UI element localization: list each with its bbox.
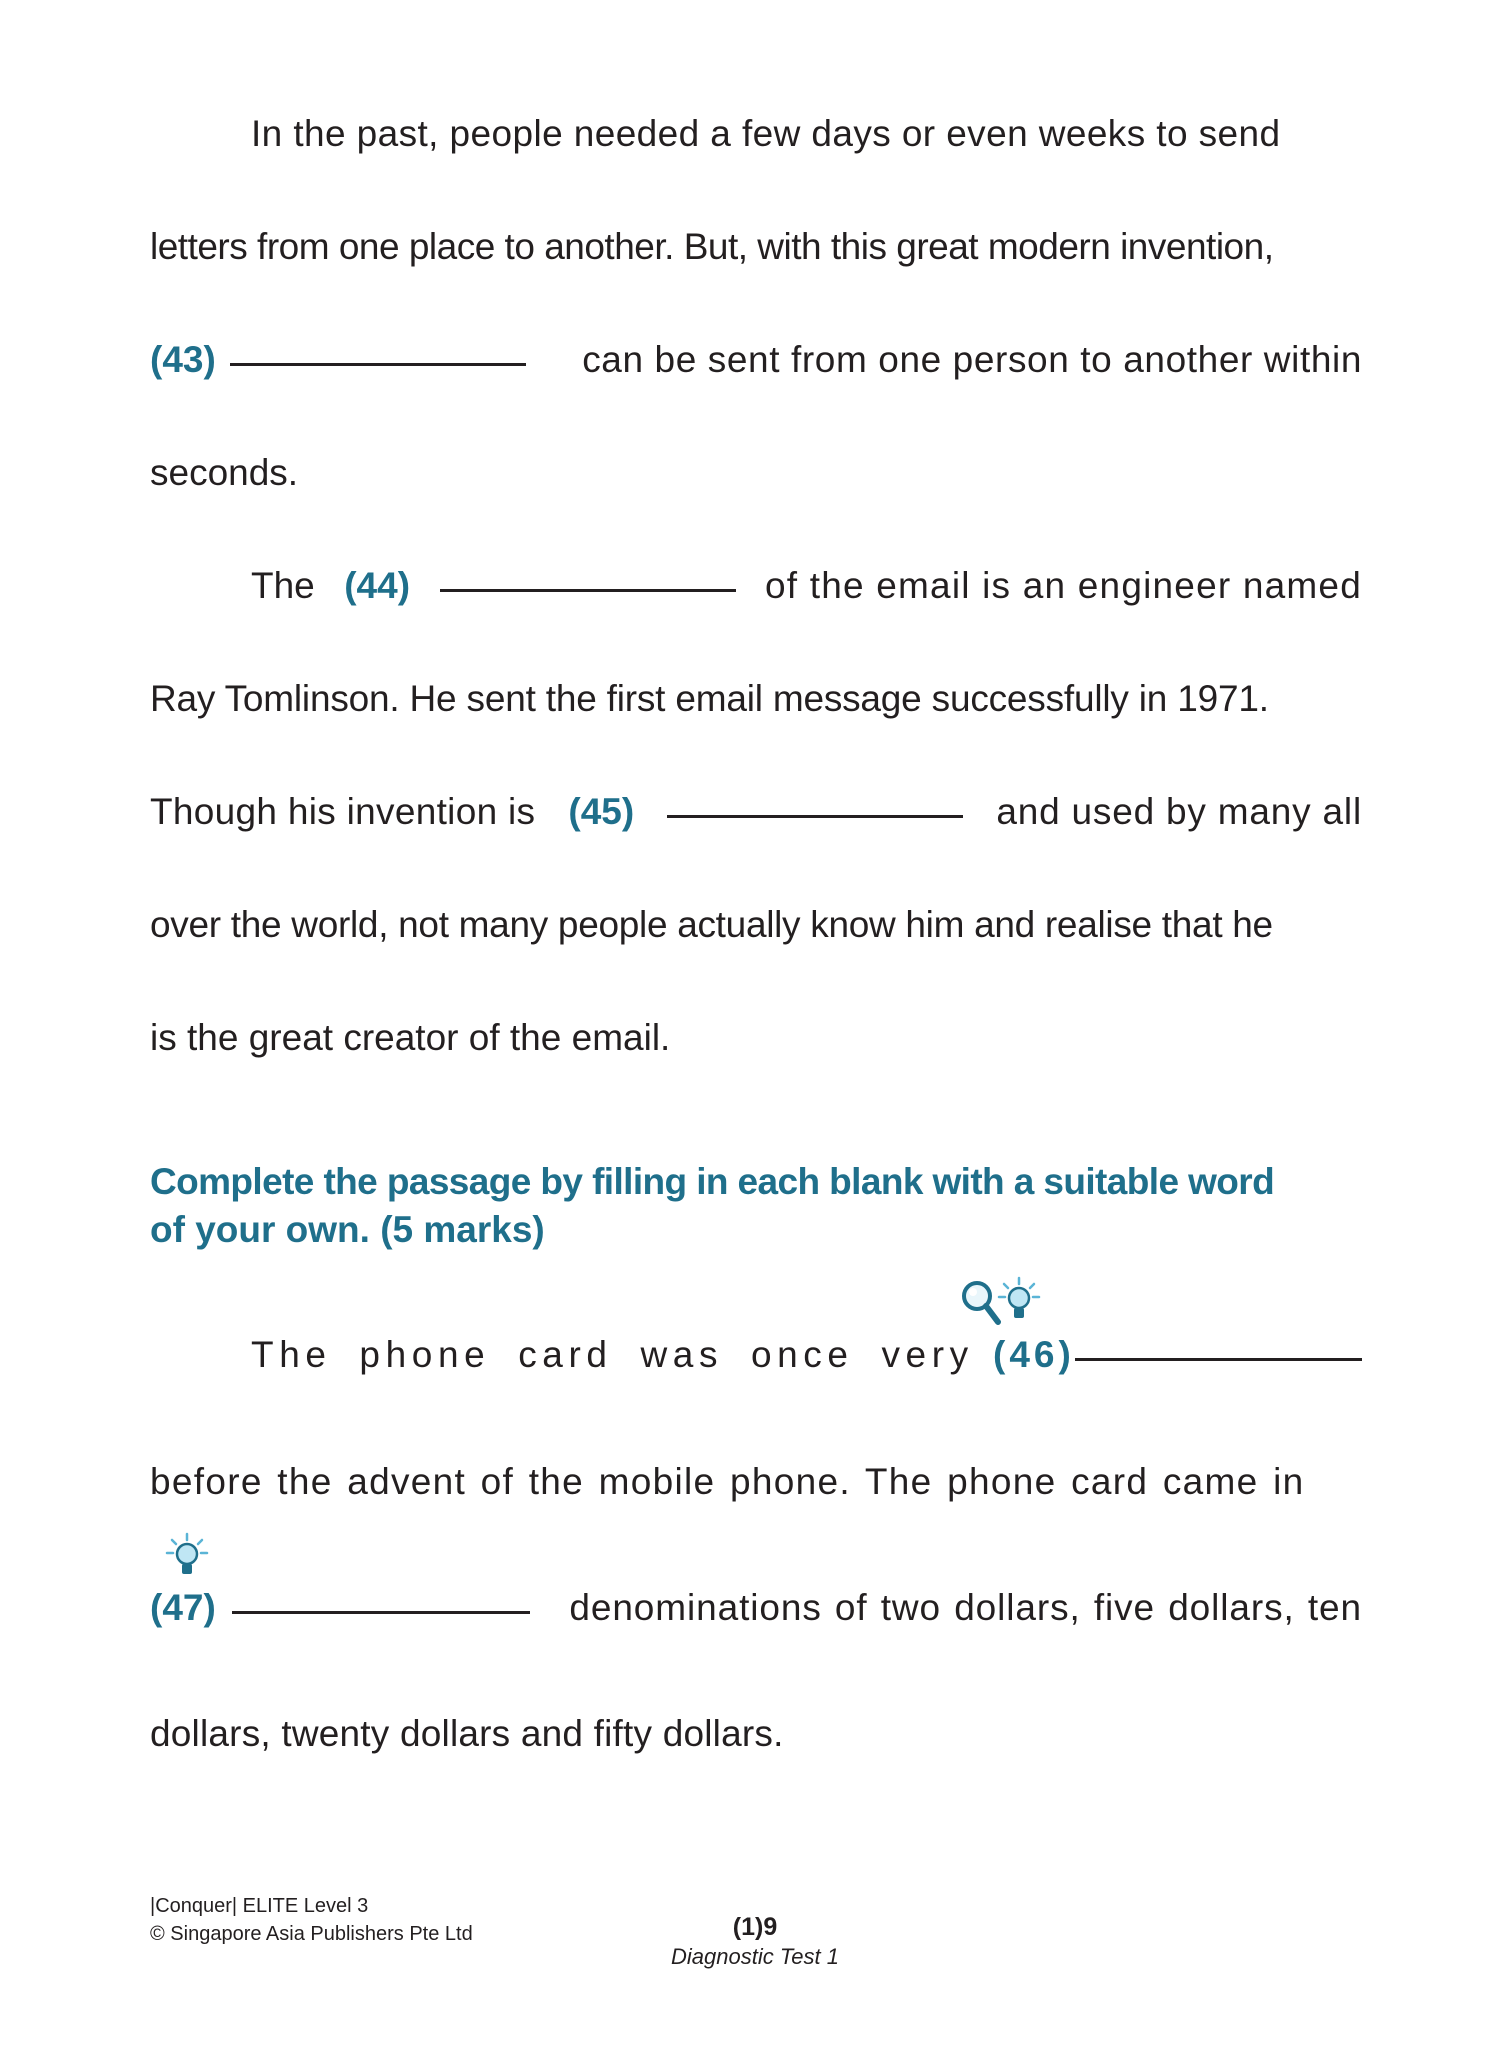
passage-text: The: [251, 565, 315, 606]
passage-text: The phone card was once very: [251, 1334, 974, 1375]
passage-line: [150, 669, 1362, 729]
question-number-44: (44): [344, 565, 411, 606]
passage-text: Ray Tomlinson. He sent the first email message successfully in 1971.: [150, 678, 1269, 719]
passage-text: seconds.: [150, 452, 299, 493]
instruction-text: Complete the passage by filling in each blank with a suitable word: [150, 1161, 1275, 1202]
answer-blank-47[interactable]: [232, 1610, 530, 1614]
passage-line-q46: [150, 1325, 1362, 1385]
passage-text: and used by many all: [996, 791, 1362, 832]
passage-text: before the advent of the mobile phone. The phone card came in: [150, 1461, 1305, 1502]
passage-line-q43: [150, 330, 1362, 390]
section-instruction: [150, 1158, 1362, 1254]
answer-blank-45[interactable]: [667, 814, 963, 818]
passage-line: [150, 1008, 1362, 1068]
passage-text: over the world, not many people actually know him and realise that he: [150, 904, 1273, 945]
footer-page-info: [600, 1912, 910, 1972]
passage-text: In the past, people needed a few days or even weeks to send: [251, 113, 1281, 154]
passage-line: [150, 1452, 1362, 1512]
passage-line-q47: [150, 1578, 1362, 1638]
passage-text: denominations of two dollars, five dollars, ten: [569, 1587, 1362, 1628]
footer-publisher: © Singapore Asia Publishers Pte Ltd: [150, 1923, 473, 1945]
footer-credits: [150, 1892, 473, 1948]
passage-text: dollars, twenty dollars and fifty dollars.: [150, 1713, 784, 1754]
passage-text: letters from one place to another. But, with this great modern invention,: [150, 226, 1274, 267]
instruction-text: of your own. (5 marks): [150, 1209, 545, 1250]
passage-line: [150, 895, 1362, 955]
passage-text: Though his invention is: [150, 791, 536, 832]
question-number-47: (47): [150, 1587, 216, 1628]
lightbulb-icon: [996, 1276, 1042, 1328]
passage-text: of the email is an engineer named: [764, 565, 1362, 606]
passage-line: [150, 217, 1362, 277]
answer-blank-44[interactable]: [440, 588, 736, 592]
page-number: (1)9: [732, 1913, 778, 1941]
passage-line: [150, 1704, 1362, 1764]
answer-blank-46[interactable]: [1075, 1357, 1362, 1361]
passage-line: [150, 104, 1362, 164]
passage-line: [150, 443, 1362, 503]
passage-text: can be sent from one person to another within: [582, 339, 1362, 380]
question-number-45: (45): [568, 791, 635, 832]
question-number-46: (46): [993, 1334, 1075, 1375]
passage-line-q45: [150, 782, 1362, 842]
answer-blank-43[interactable]: [230, 362, 526, 366]
section-title: Diagnostic Test 1: [671, 1944, 839, 1969]
lightbulb-icon: [164, 1532, 210, 1584]
question-number-43: (43): [150, 339, 216, 380]
passage-line-q44: [150, 556, 1362, 616]
footer-series: |Conquer| ELITE Level 3: [150, 1895, 369, 1917]
passage-text: is the great creator of the email.: [150, 1017, 671, 1058]
